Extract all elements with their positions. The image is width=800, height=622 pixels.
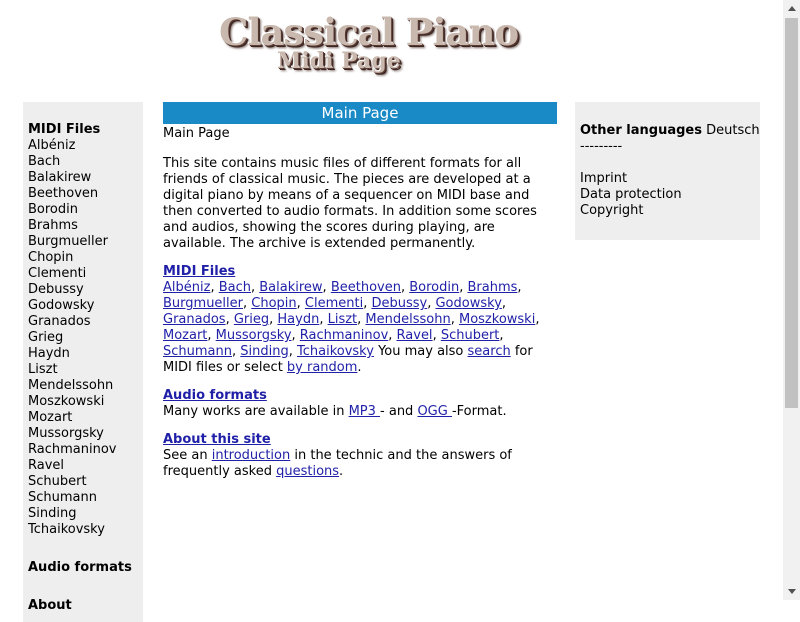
composer-link[interactable]: Mozart — [163, 328, 208, 343]
nav-heading-audio-formats[interactable]: Audio formats — [28, 560, 132, 575]
data-protection-link[interactable]: Data protection — [580, 187, 682, 202]
separator-line: --------- — [580, 139, 623, 154]
sidebar-item-composer[interactable]: Brahms — [28, 218, 78, 233]
composer-link[interactable]: Brahms — [467, 280, 518, 295]
nav-heading-midi-files[interactable]: MIDI Files — [28, 122, 101, 137]
site-logo[interactable] — [217, 6, 517, 76]
sidebar-item-composer[interactable]: Rachmaninov — [28, 442, 117, 457]
composer-link[interactable]: Mussorgsky — [215, 328, 292, 343]
sidebar-item-composer[interactable]: Bach — [28, 154, 61, 169]
midi-text-middle: for MIDI files or select — [163, 344, 533, 375]
composer-link[interactable]: Granados — [163, 312, 226, 327]
composer-link[interactable]: Bach — [218, 280, 251, 295]
introduction-link[interactable]: introduction — [211, 448, 291, 463]
about-heading-link[interactable]: About this site — [163, 432, 271, 447]
questions-link[interactable]: questions — [276, 464, 340, 479]
sidebar-item-composer[interactable]: Mussorgsky — [28, 426, 104, 441]
sidebar-item-composer[interactable]: Mendelssohn — [28, 378, 114, 393]
sidebar-item-composer[interactable]: Burgmueller — [28, 234, 108, 249]
composer-link[interactable]: Balakirew — [259, 280, 323, 295]
composer-link[interactable]: Godowsky — [435, 296, 502, 311]
composer-link[interactable]: Debussy — [371, 296, 428, 311]
audio-text-end: -Format. — [451, 404, 507, 419]
composer-link[interactable]: Mendelssohn — [365, 312, 451, 327]
about-section — [163, 432, 557, 480]
page-title: Main Page — [163, 102, 557, 124]
vertical-scrollbar[interactable] — [783, 0, 800, 600]
intro-paragraph: This site contains music files of different formats for all friends of classical music. The pieces are developed at a digital piano by means of a sequencer on MIDI base and then converted to audio formats. In addition some scores and audios, showing the scores during playing, are available. The archive is extended permanently. — [163, 156, 537, 251]
audio-formats-paragraph — [163, 404, 557, 420]
sidebar-item-composer[interactable]: Grieg — [28, 330, 64, 345]
composer-link[interactable]: Haydn — [277, 312, 320, 327]
midi-text-before-search: You may also — [373, 344, 468, 359]
midi-files-section — [163, 264, 557, 376]
sidebar-item-composer[interactable]: Albéniz — [28, 138, 76, 153]
midi-files-paragraph — [163, 280, 557, 376]
composer-list — [28, 138, 143, 538]
left-sidebar — [23, 102, 143, 622]
about-text-middle: in the technic and the answers of frequently asked — [163, 448, 512, 479]
audio-text-before: Many works are available in — [163, 404, 349, 419]
about-text-before: See an — [163, 448, 212, 463]
sidebar-item-composer[interactable]: Chopin — [28, 250, 74, 265]
sidebar-item-composer[interactable]: Ravel — [28, 458, 65, 473]
composer-links: Albéniz, Bach, Balakirew, Beethoven, Borodin, Brahms, Burgmueller, Chopin, Clementi, Debussy, Godowsky, Granados, Grieg, Haydn, Liszt, Mendelssohn, Moszkowski, Mozart, Mussorgsky, Rachmaninov, Ravel, Schubert, Schumann, Sinding, Tchaikovsky — [163, 280, 540, 359]
midi-files-heading-link[interactable]: MIDI Files — [163, 264, 236, 279]
logo-title: Classical Piano — [219, 10, 519, 54]
scroll-up-arrow-icon[interactable] — [783, 0, 800, 17]
sidebar-item-composer[interactable]: Moszkowski — [28, 394, 105, 409]
composer-link[interactable]: Ravel — [396, 328, 433, 343]
sidebar-item-composer[interactable]: Borodin — [28, 202, 78, 217]
mp3-link[interactable]: MP3 — [348, 404, 381, 419]
scrollbar-thumb[interactable] — [785, 18, 798, 408]
sidebar-item-composer[interactable]: Godowsky — [28, 298, 95, 313]
about-text-end: . — [339, 464, 344, 479]
copyright-link[interactable]: Copyright — [580, 203, 644, 218]
sidebar-item-composer[interactable]: Clementi — [28, 266, 87, 281]
sidebar-item-composer[interactable]: Tchaikovsky — [28, 522, 105, 537]
composer-link[interactable]: Burgmueller — [163, 296, 243, 311]
ogg-link[interactable]: OGG — [417, 404, 452, 419]
nav-heading-about[interactable]: About — [28, 598, 72, 613]
composer-link[interactable]: Borodin — [409, 280, 460, 295]
breadcrumb: Main Page — [163, 126, 230, 141]
right-spacer — [580, 155, 760, 171]
sidebar-item-composer[interactable]: Haydn — [28, 346, 70, 361]
composer-link[interactable]: Sinding — [240, 344, 289, 359]
languages-label: Other languages — [580, 123, 702, 138]
language-link-deutsch[interactable]: Deutsch — [706, 123, 760, 138]
about-paragraph — [163, 448, 557, 480]
composer-link[interactable]: Albéniz — [163, 280, 211, 295]
composer-link[interactable]: Beethoven — [330, 280, 401, 295]
main-content — [163, 102, 557, 480]
sidebar-item-composer[interactable]: Beethoven — [28, 186, 99, 201]
nav-spacer — [28, 538, 143, 560]
sidebar-item-composer[interactable]: Liszt — [28, 362, 58, 377]
search-link[interactable]: search — [467, 344, 511, 359]
composer-link[interactable]: Rachmaninov — [299, 328, 389, 343]
languages-row — [580, 123, 760, 139]
sidebar-item-composer[interactable]: Balakirew — [28, 170, 92, 185]
sidebar-item-composer[interactable]: Schubert — [28, 474, 87, 489]
composer-link[interactable]: Chopin — [251, 296, 297, 311]
composer-link[interactable]: Grieg — [233, 312, 270, 327]
imprint-link[interactable]: Imprint — [580, 171, 628, 186]
audio-formats-heading-link[interactable]: Audio formats — [163, 388, 267, 403]
scroll-down-arrow-icon[interactable] — [783, 583, 800, 600]
composer-link[interactable]: Clementi — [304, 296, 364, 311]
midi-text-end: . — [357, 360, 362, 375]
composer-link[interactable]: Schubert — [440, 328, 500, 343]
logo-subtitle: Midi Page — [277, 48, 401, 74]
sidebar-item-composer[interactable]: Sinding — [28, 506, 77, 521]
random-link[interactable]: by random — [286, 360, 358, 375]
composer-link[interactable]: Liszt — [327, 312, 358, 327]
right-sidebar — [575, 102, 760, 240]
nav-spacer — [28, 576, 143, 598]
composer-link[interactable]: Moszkowski — [458, 312, 536, 327]
sidebar-item-composer[interactable]: Schumann — [28, 490, 97, 505]
sidebar-item-composer[interactable]: Mozart — [28, 410, 73, 425]
sidebar-item-composer[interactable]: Granados — [28, 314, 91, 329]
composer-link[interactable]: Tchaikovsky — [297, 344, 374, 359]
composer-link[interactable]: Schumann — [163, 344, 232, 359]
audio-text-middle: - and — [380, 404, 418, 419]
audio-formats-section — [163, 388, 557, 420]
sidebar-item-composer[interactable]: Debussy — [28, 282, 84, 297]
